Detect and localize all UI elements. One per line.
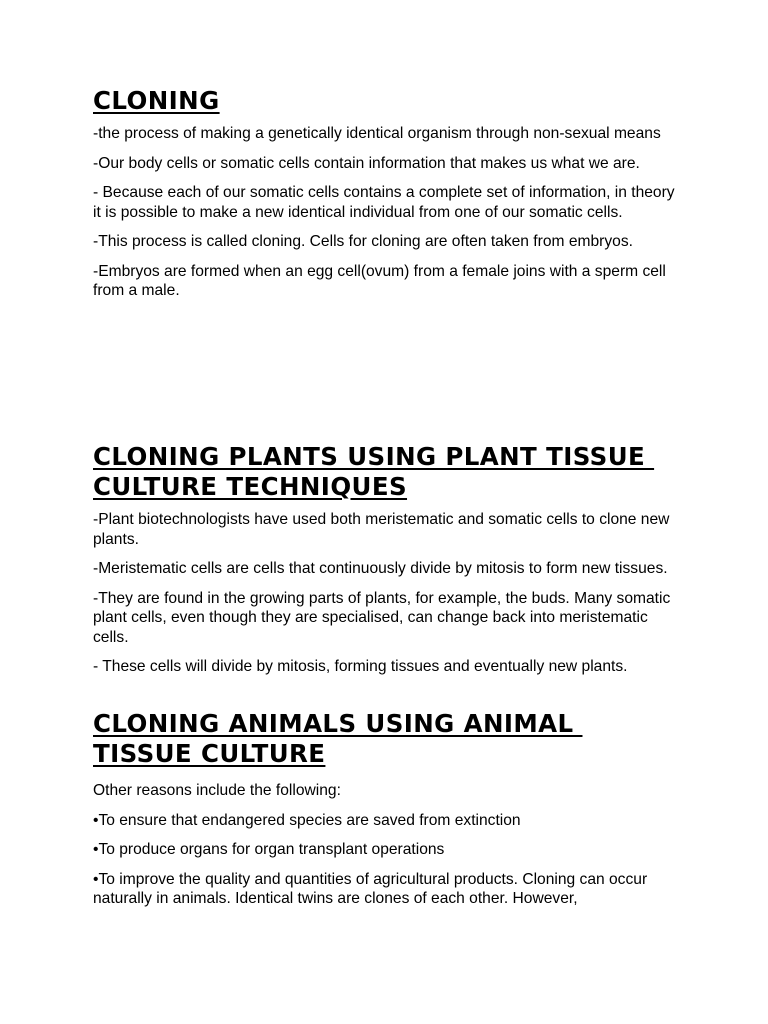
list-item: •To produce organs for organ transplant operations [93, 841, 445, 858]
heading-cloning-animals [93, 709, 683, 769]
paragraph: - Because each of our somatic cells contains a complete set of information, in theory it is possible to make a new identical individual from one of our somatic cells. [93, 184, 675, 221]
paragraph: Other reasons include the following: [93, 782, 341, 799]
section-cloning-plants [93, 442, 683, 687]
heading-cloning-plants [93, 442, 683, 502]
paragraph: - These cells will divide by mitosis, forming tissues and eventually new plants. [93, 658, 628, 675]
list-item: •To ensure that endangered species are saved from extinction [93, 811, 521, 829]
heading-cloning: CLONING [93, 86, 220, 115]
paragraph: -Meristematic cells are cells that continuously divide by mitosis to form new tissues. [93, 560, 668, 577]
paragraph: -Embryos are formed when an egg cell(ovum) from a female joins with a sperm cell from a male. [93, 262, 666, 299]
paragraph: -This process is called cloning. Cells for cloning are often taken from embryos. [93, 233, 633, 250]
list-item: •To improve the quality and quantities of agricultural products. Cloning can occur naturally in animals. Identical twins are clones of each other. However, [93, 870, 648, 907]
heading-line-2: TISSUE CULTURE [93, 739, 326, 768]
paragraph: -Our body cells or somatic cells contain information that makes us what we are. [93, 154, 640, 172]
paragraph: -Plant biotechnologists have used both meristematic and somatic cells to clone new plants. [93, 511, 670, 548]
section-cloning-animals [93, 709, 683, 919]
heading-line-1: CLONING ANIMALS USING ANIMAL [93, 709, 583, 738]
paragraph: -the process of making a genetically identical organism through non-sexual means [93, 125, 661, 142]
paragraph: -They are found in the growing parts of plants, for example, the buds. Many somatic plant cells, even though they are specialised, can change back into meristematic cells. [93, 589, 671, 646]
section-cloning [93, 86, 683, 311]
heading-line-1: CLONING PLANTS USING PLANT TISSUE [93, 442, 655, 471]
heading-line-2: CULTURE TECHNIQUES [93, 472, 408, 501]
